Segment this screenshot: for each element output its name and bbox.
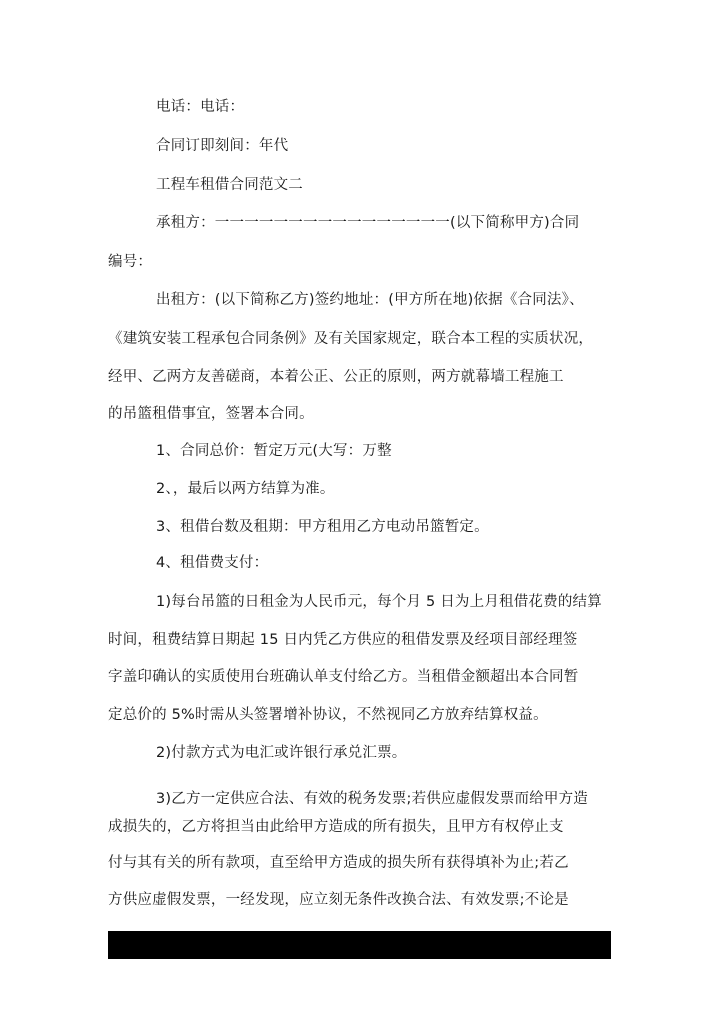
subclause-3: 3)乙方一定供应合法、有效的税务发票;若供应虚假发票而给甲方造 (156, 791, 588, 807)
text-line: 方供应虚假发票，一经发现，应立刻无条件改换合法、有效发票;不论是 (108, 892, 569, 908)
clause-3: 3、租借台数及租期：甲方租用乙方电动吊篮暂定。 (156, 519, 489, 535)
text-line-lessor: 出租方：(以下简称乙方)签约地址：(甲方所在地)依据《合同法》、 (156, 292, 584, 308)
clause-2: 2、，最后以两方结算为准。 (156, 481, 335, 497)
redaction-bar (108, 931, 611, 959)
text-line: 时间，租费结算日期起 15 日内凭乙方供应的租借发票及经项目部经理签 (108, 632, 578, 648)
clause-4: 4、租借费支付： (156, 555, 269, 571)
text-line: 经甲、乙两方友善磋商，本着公正、公正的原则，两方就幕墙工程施工 (108, 369, 564, 385)
text-line-phone: 电话：电话： (156, 99, 245, 115)
clause-1: 1、合同总价：暂定万元(大写：万整 (156, 443, 392, 459)
subclause-2: 2)付款方式为电汇或许银行承兑汇票。 (156, 745, 407, 761)
subclause-1: 1)每台吊篮的日租金为人民币元，每个月 5 日为上月租借花费的结算 (156, 594, 602, 610)
text-line-lessee: 承租方：一一一一一一一一一一一一一一一一(以下简称甲方)合同 (156, 215, 580, 231)
text-line: 付与其有关的所有款项，直至给甲方造成的损失所有获得填补为止;若乙 (108, 855, 569, 871)
text-line: 的吊篮租借事宜，签署本合同。 (108, 406, 314, 422)
text-line-sign-date: 合同订即刻间：年代 (156, 138, 289, 154)
text-line: 《建筑安装工程承包合同条例》及有关国家规定，联合本工程的实质状况， (108, 331, 594, 347)
text-line: 成损失的，乙方将担当由此给甲方造成的所有损失，且甲方有权停止支 (108, 819, 564, 835)
text-line-contract-number: 编号： (108, 254, 153, 270)
text-line: 定总价的 5%时需从头签署增补协议，不然视同乙方放弃结算权益。 (108, 707, 548, 723)
document-title: 工程车租借合同范文二 (156, 177, 303, 193)
text-line: 字盖印确认的实质使用台班确认单支付给乙方。当租借金额超出本合同暂 (108, 669, 579, 685)
